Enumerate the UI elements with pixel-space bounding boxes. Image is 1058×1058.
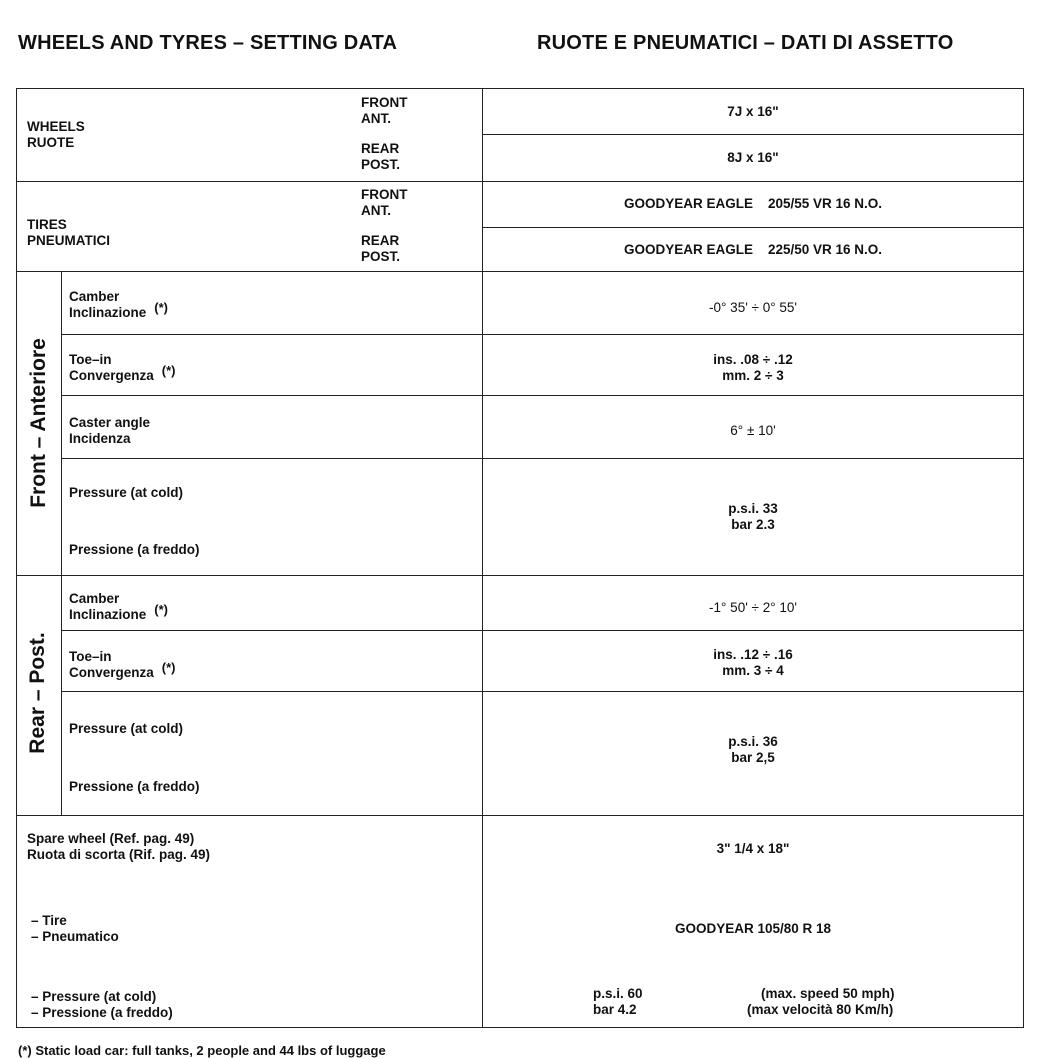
wheels-rear-en: REAR — [361, 141, 400, 156]
page-title-en: WHEELS AND TYRES – SETTING DATA — [18, 32, 398, 54]
divider — [61, 395, 1023, 396]
tires-label-en: TIRES — [27, 217, 67, 232]
rear-camber-en: Camber — [69, 591, 120, 606]
divider — [61, 691, 1023, 692]
divider — [482, 134, 1023, 135]
divider — [17, 575, 1023, 576]
rear-pressure-psi: p.s.i. 36 — [728, 734, 778, 749]
rear-toe-it — [69, 660, 176, 681]
tires-front-en: FRONT — [361, 187, 408, 202]
front-camber-it-text: Inclinazione — [69, 305, 147, 320]
divider — [61, 334, 1023, 335]
rear-camber-value: -1° 50' ÷ 2° 10' — [709, 600, 797, 615]
front-pressure-it: Pressione (a freddo) — [69, 542, 200, 557]
side-label-divider — [61, 271, 62, 815]
spare-tire-value: GOODYEAR 105/80 R 18 — [674, 921, 832, 936]
page-title-it: RUOTE E PNEUMATICI – DATI DI ASSETTO — [537, 32, 954, 54]
spare-pressure-it: – Pressione (a freddo) — [31, 1005, 173, 1020]
rear-toe-value-ins: ins. .12 ÷ .16 — [713, 647, 793, 662]
tires-front-it: ANT. — [361, 203, 391, 218]
tires-label-it: PNEUMATICI — [27, 233, 110, 248]
spare-label-it: Ruota di scorta (Rif. pag. 49) — [27, 847, 211, 862]
front-camber-en: Camber — [69, 289, 120, 304]
divider — [61, 458, 1023, 459]
front-toe-note: (*) — [161, 363, 176, 378]
spare-speed-en: (max. speed 50 mph) — [761, 986, 895, 1001]
divider — [17, 271, 1023, 272]
rear-pressure-en: Pressure (at cold) — [69, 721, 184, 736]
front-camber-it — [69, 300, 168, 321]
spare-speed-it: (max velocità 80 Km/h) — [747, 1002, 894, 1017]
front-toe-en: Toe–in — [69, 352, 112, 367]
front-toe-value-mm: mm. 2 ÷ 3 — [722, 368, 784, 383]
spare-label-en: Spare wheel (Ref. pag. 49) — [27, 831, 195, 846]
wheels-rear-value: 8J x 16" — [727, 150, 779, 165]
front-caster-value: 6° ± 10' — [730, 423, 776, 438]
settings-table — [16, 88, 1024, 1028]
wheels-label-it: RUOTE — [27, 135, 75, 150]
wheels-front-value: 7J x 16" — [727, 104, 779, 119]
spare-tire-en: – Tire — [31, 913, 67, 928]
spare-pressure-psi: p.s.i. 60 — [593, 986, 643, 1001]
tires-front-value: GOODYEAR EAGLE 205/55 VR 16 N.O. — [623, 196, 883, 211]
front-camber-note: (*) — [154, 300, 168, 315]
tires-rear-value: GOODYEAR EAGLE 225/50 VR 16 N.O. — [623, 242, 883, 257]
tires-rear-en: REAR — [361, 233, 400, 248]
front-pressure-en: Pressure (at cold) — [69, 485, 184, 500]
rear-toe-note: (*) — [161, 660, 176, 675]
front-toe-value-ins: ins. .08 ÷ .12 — [713, 352, 793, 367]
front-toe-it — [69, 363, 176, 384]
rear-camber-note: (*) — [154, 602, 168, 617]
footnote: (*) Static load car: full tanks, 2 people and 44 lbs of luggage — [18, 1043, 386, 1058]
wheels-label-en: WHEELS — [27, 119, 85, 134]
divider — [61, 630, 1023, 631]
column-divider — [482, 89, 483, 1027]
front-caster-it: Incidenza — [69, 431, 131, 446]
spare-tire-it: – Pneumatico — [31, 929, 119, 944]
front-toe-it-text: Convergenza — [69, 368, 154, 383]
front-caster-en: Caster angle — [69, 415, 151, 430]
spare-pressure-bar: bar 4.2 — [593, 1002, 637, 1017]
rear-toe-it-text: Convergenza — [69, 665, 154, 680]
spare-wheel-value: 3" 1/4 x 18" — [716, 841, 790, 856]
divider — [17, 815, 1023, 816]
front-side-label: Front – Anteriore — [27, 338, 50, 508]
front-pressure-psi: p.s.i. 33 — [728, 501, 778, 516]
rear-pressure-bar: bar 2,5 — [731, 750, 775, 765]
rear-toe-en: Toe–in — [69, 649, 112, 664]
tires-rear-it: POST. — [361, 249, 401, 264]
divider — [482, 227, 1023, 228]
rear-side-label: Rear – Post. — [26, 632, 49, 754]
rear-camber-it-text: Inclinazione — [69, 607, 147, 622]
wheels-front-it: ANT. — [361, 111, 391, 126]
wheels-rear-it: POST. — [361, 157, 401, 172]
divider — [17, 181, 1023, 182]
spare-pressure-en: – Pressure (at cold) — [31, 989, 157, 1004]
rear-camber-it — [69, 602, 168, 623]
front-pressure-bar: bar 2.3 — [731, 517, 775, 532]
wheels-front-en: FRONT — [361, 95, 408, 110]
rear-pressure-it: Pressione (a freddo) — [69, 779, 200, 794]
rear-toe-value-mm: mm. 3 ÷ 4 — [722, 663, 784, 678]
front-camber-value: -0° 35' ÷ 0° 55' — [709, 300, 797, 315]
